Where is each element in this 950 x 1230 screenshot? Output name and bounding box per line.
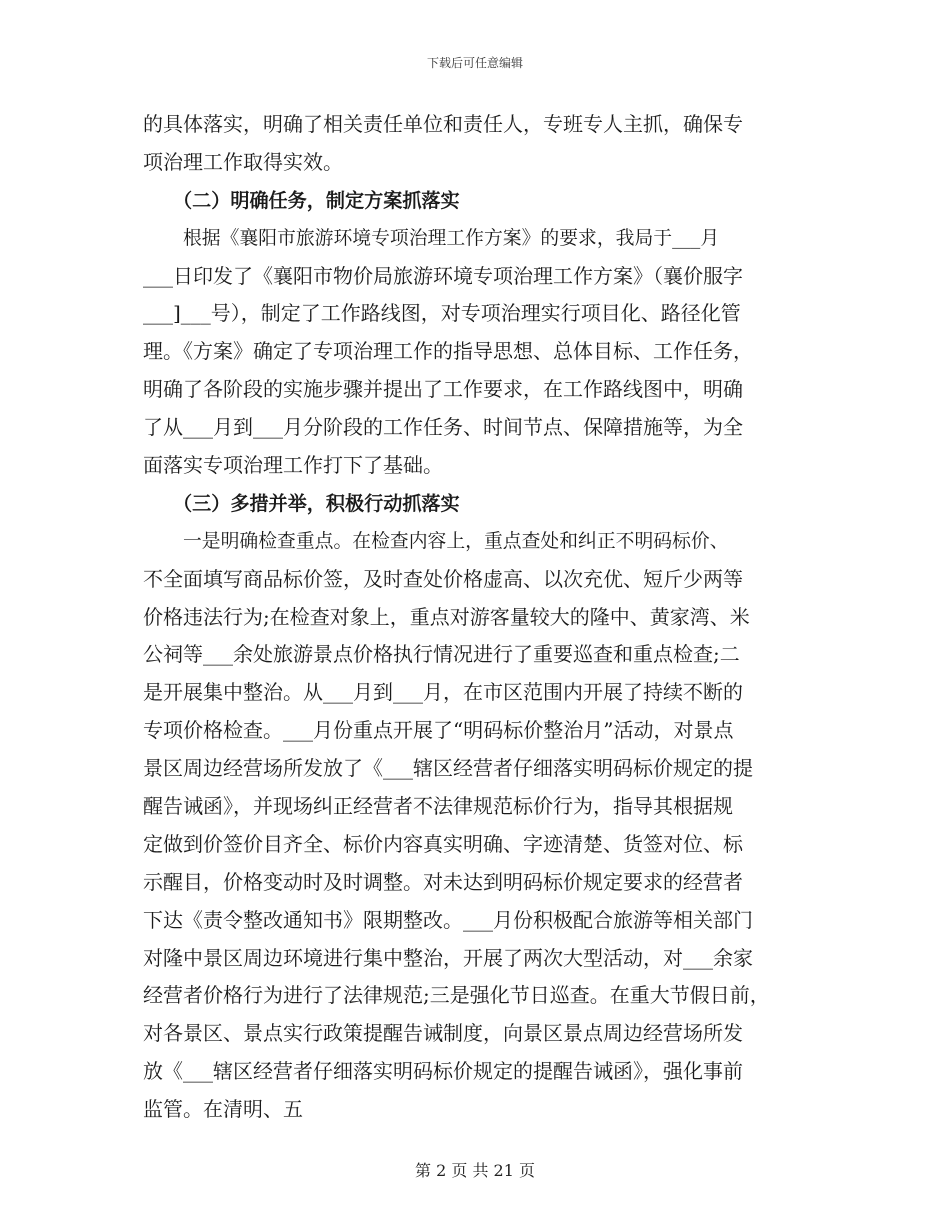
text-line: 放《___辖区经营者仔细落实明码标价规定的提醒告诫函》，强化事前 bbox=[143, 1059, 743, 1084]
page-header: 下载后可任意编辑 bbox=[426, 56, 523, 70]
text-line: 公祠等___余处旅游景点价格执行情况进行了重要巡查和重点检查;二 bbox=[143, 642, 740, 667]
text-line: 项治理工作取得实效。 bbox=[143, 149, 343, 174]
text-line: 价格违法行为;在检查对象上，重点对游客量较大的隆中、黄家湾、米 bbox=[143, 604, 750, 629]
text-line: 明确了各阶段的实施步骤并提出了工作要求，在工作路线图中，明确 bbox=[143, 377, 743, 402]
page-footer: 第 2 页 共 21 页 bbox=[415, 1161, 535, 1180]
text-line: 醒告诫函》，并现场纠正经营者不法律规范标价行为，指导其根据规 bbox=[143, 794, 733, 819]
section-heading: （三）多措并举，积极行动抓落实 bbox=[173, 491, 460, 515]
text-line: 是开展集中整治。从___月到___月，在市区范围内开展了持续不断的 bbox=[143, 680, 743, 705]
text-line: 理。《方案》确定了专项治理工作的指导思想、总体目标、工作任务， bbox=[143, 339, 753, 364]
text-line: 根据《襄阳市旅游环境专项治理工作方案》的要求，我局于___月 bbox=[183, 227, 720, 249]
text-line: 对各景区、景点实行政策提醒告诫制度，向景区景点周边经营场所发 bbox=[143, 1021, 743, 1046]
text-line: ___日印发了《襄阳市物价局旅游环境专项治理工作方案》（襄价服字 bbox=[143, 263, 743, 288]
document-body bbox=[143, 106, 823, 1129]
text-line: 面落实专项治理工作打下了基础。 bbox=[143, 453, 443, 478]
text-line: 示醒目，价格变动时及时调整。对未达到明码标价规定要求的经营者 bbox=[143, 869, 743, 894]
text-line: 监管。在清明、五 bbox=[143, 1097, 303, 1122]
text-line: 专项价格检查。___月份重点开展了“明码标价整治月”活动，对景点 bbox=[143, 718, 734, 743]
text-line: 景区周边经营场所发放了《___辖区经营者仔细落实明码标价规定的提 bbox=[143, 756, 753, 781]
text-line: ___]___号），制定了工作路线图，对专项治理实行项目化、路径化管 bbox=[143, 301, 741, 326]
text-line: 对隆中景区周边环境进行集中整治，开展了两次大型活动，对___余家 bbox=[143, 945, 753, 970]
text-line: 下达《责令整改通知书》限期整改。___月份积极配合旅游等相关部门 bbox=[143, 907, 753, 932]
text-line: 经营者价格行为进行了法律规范;三是强化节日巡查。在重大节假日前， bbox=[143, 983, 770, 1008]
section-heading: （二）明确任务，制定方案抓落实 bbox=[173, 188, 460, 212]
text-line: 一是明确检查重点。在检查内容上，重点查处和纠正不明码标价、 bbox=[183, 530, 729, 552]
text-line: 不全面填写商品标价签，及时查处价格虚高、以次充优、短斤少两等 bbox=[143, 566, 743, 591]
text-line: 定做到价签价目齐全、标价内容真实明确、字迹清楚、货签对位、标 bbox=[143, 831, 743, 856]
text-line: 的具体落实，明确了相关责任单位和责任人，专班专人主抓，确保专 bbox=[143, 112, 743, 136]
text-line: 了从___月到___月分阶段的工作任务、时间节点、保障措施等，为全 bbox=[143, 415, 743, 440]
